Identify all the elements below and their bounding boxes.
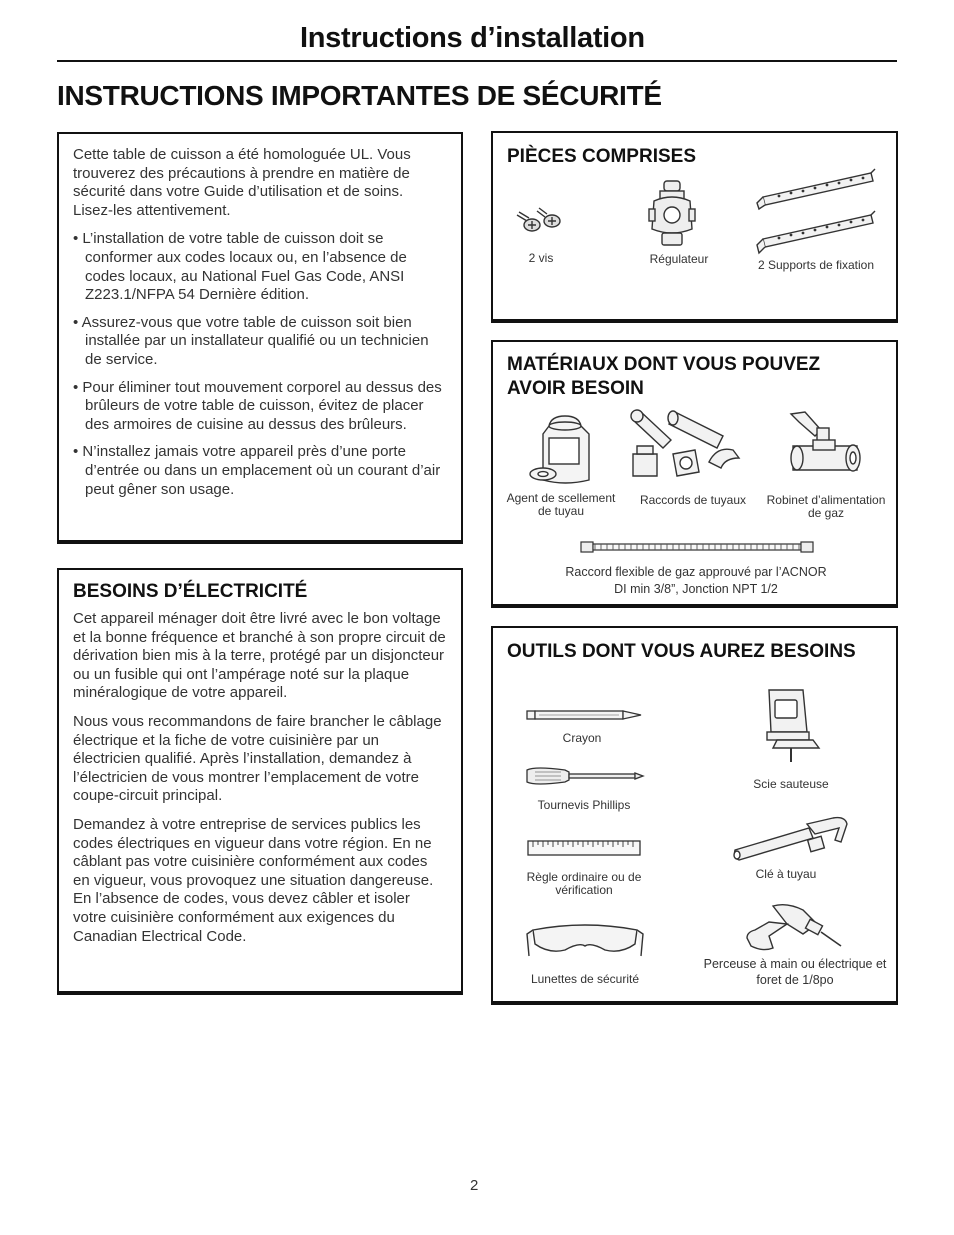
- electricity-para-3: Demandez à votre entreprise de services publics les codes électriques en vigueur dans votre région. En ne câblant pas votre cuisinière conformément aux codes en vigueur, vous provoquez une situation dangereuse. En l’absence de codes, vous devez câbler et isoler votre cuisinière conformément aux exigences du Canadian Electrical Code.: [73, 815, 434, 945]
- tools-title: OUTILS DONT VOUS AUREZ BESOINS: [507, 641, 856, 662]
- parts-caption-brackets: 2 Supports de fixation: [757, 258, 875, 272]
- tools-caption-jigsaw: Scie sauteuse: [753, 777, 829, 791]
- screwdriver-icon: [525, 766, 645, 786]
- page-number: 2: [470, 1177, 479, 1194]
- materials-box: [491, 340, 898, 608]
- bracket-icon: [755, 169, 877, 257]
- materials-title-line-1: MATÉRIAUX DONT VOUS POUVEZ: [507, 354, 821, 375]
- pipe-fittings-icon: [629, 406, 751, 484]
- tools-caption-glasses: Lunettes de sécurité: [530, 972, 640, 986]
- materials-caption-fittings: Raccords de tuyaux: [639, 493, 747, 507]
- parts-box: [491, 131, 898, 323]
- safety-intro: Cette table de cuisson a été homologuée UL. Vous trouverez des précautions à prendre en matière de sécurité dans votre Guide d’utilisation et de soins. Lisez-les attentivement.: [73, 146, 411, 219]
- electricity-para-2: Nous vous recommandons de faire brancher le câblage électrique et la fiche de votre cuisinière par un électricien qualifié. Après l’installation, demandez à l’électricien de vous montrer l’emplacement de votre coupe-circuit principal.: [73, 712, 442, 805]
- electricity-para-1: Cet appareil ménager doit être livré avec le bon voltage et la bonne fréquence et branché à son propre circuit de dérivation bien mis à la terre, protégé par un disjoncteur ou un fusible qui ont l’ampérage noté sur la plaque minéralogique de votre appareil.: [73, 610, 446, 702]
- safety-glasses-icon: [525, 920, 645, 960]
- electricity-box: [57, 568, 463, 995]
- jigsaw-icon: [763, 688, 821, 764]
- pencil-icon: [525, 708, 643, 722]
- header-rule: [57, 60, 897, 62]
- tools-caption-wrench: Clé à tuyau: [755, 867, 817, 881]
- flexible-hose-icon: [581, 538, 813, 556]
- screws-icon: [513, 207, 563, 243]
- parts-caption-regulator: Régulateur: [649, 252, 709, 266]
- drill-icon: [743, 902, 845, 952]
- ruler-icon: [527, 840, 641, 856]
- materials-caption-hose-1: Raccord flexible de gaz approuvé par l’ACNOR: [565, 565, 827, 579]
- safety-bullet-4: • N’installez jamais votre appareil près d’une porte d’entrée ou dans un emplacement où un courant d’air peut gêner son usage.: [73, 443, 441, 498]
- materials-title-line-2: AVOIR BESOIN: [507, 378, 644, 399]
- gas-valve-icon: [787, 410, 863, 480]
- page-header-title: Instructions d’installation: [300, 22, 645, 54]
- materials-caption-valve: Robinet d’alimentation de gaz: [766, 493, 886, 520]
- sealant-icon: [527, 412, 593, 488]
- pipe-wrench-icon: [731, 814, 851, 864]
- tools-caption-drill: Perceuse à main ou électrique et foret de 1/8po: [703, 957, 887, 987]
- electricity-title: BESOINS D’ÉLECTRICITÉ: [73, 581, 308, 602]
- regulator-icon: [648, 179, 696, 247]
- safety-bullet-1: • L’installation de votre table de cuisson doit se conformer aux codes locaux ou, en l’absence de codes locaux, au National Fuel Gas Code, ANSI Z223.1/NFPA 54 Dernière édition.: [73, 230, 407, 304]
- main-title: INSTRUCTIONS IMPORTANTES DE SÉCURITÉ: [57, 80, 662, 111]
- tools-caption-ruler: Règle ordinaire ou de vérification: [526, 870, 642, 897]
- safety-bullet-3: • Pour éliminer tout mouvement corporel au dessus des brûleurs de votre table de cuisson, évitez de placer des armoires de cuisine au dessus des brûleurs.: [73, 378, 442, 433]
- parts-caption-screws: 2 vis: [528, 251, 554, 265]
- parts-title: PIÈCES COMPRISES: [507, 146, 696, 167]
- tools-box: [491, 626, 898, 1005]
- safety-bullet-2: • Assurez-vous que votre table de cuisson soit bien installée par un installateur qualifié ou un technicien de service.: [73, 313, 429, 368]
- tools-caption-pencil: Crayon: [562, 731, 602, 745]
- materials-caption-hose-2: DI min 3/8”, Jonction NPT 1/2: [614, 582, 778, 596]
- tools-caption-screwdriver: Tournevis Phillips: [537, 798, 631, 812]
- safety-box: [57, 132, 463, 544]
- materials-caption-sealant: Agent de scellement de tuyau: [506, 491, 616, 518]
